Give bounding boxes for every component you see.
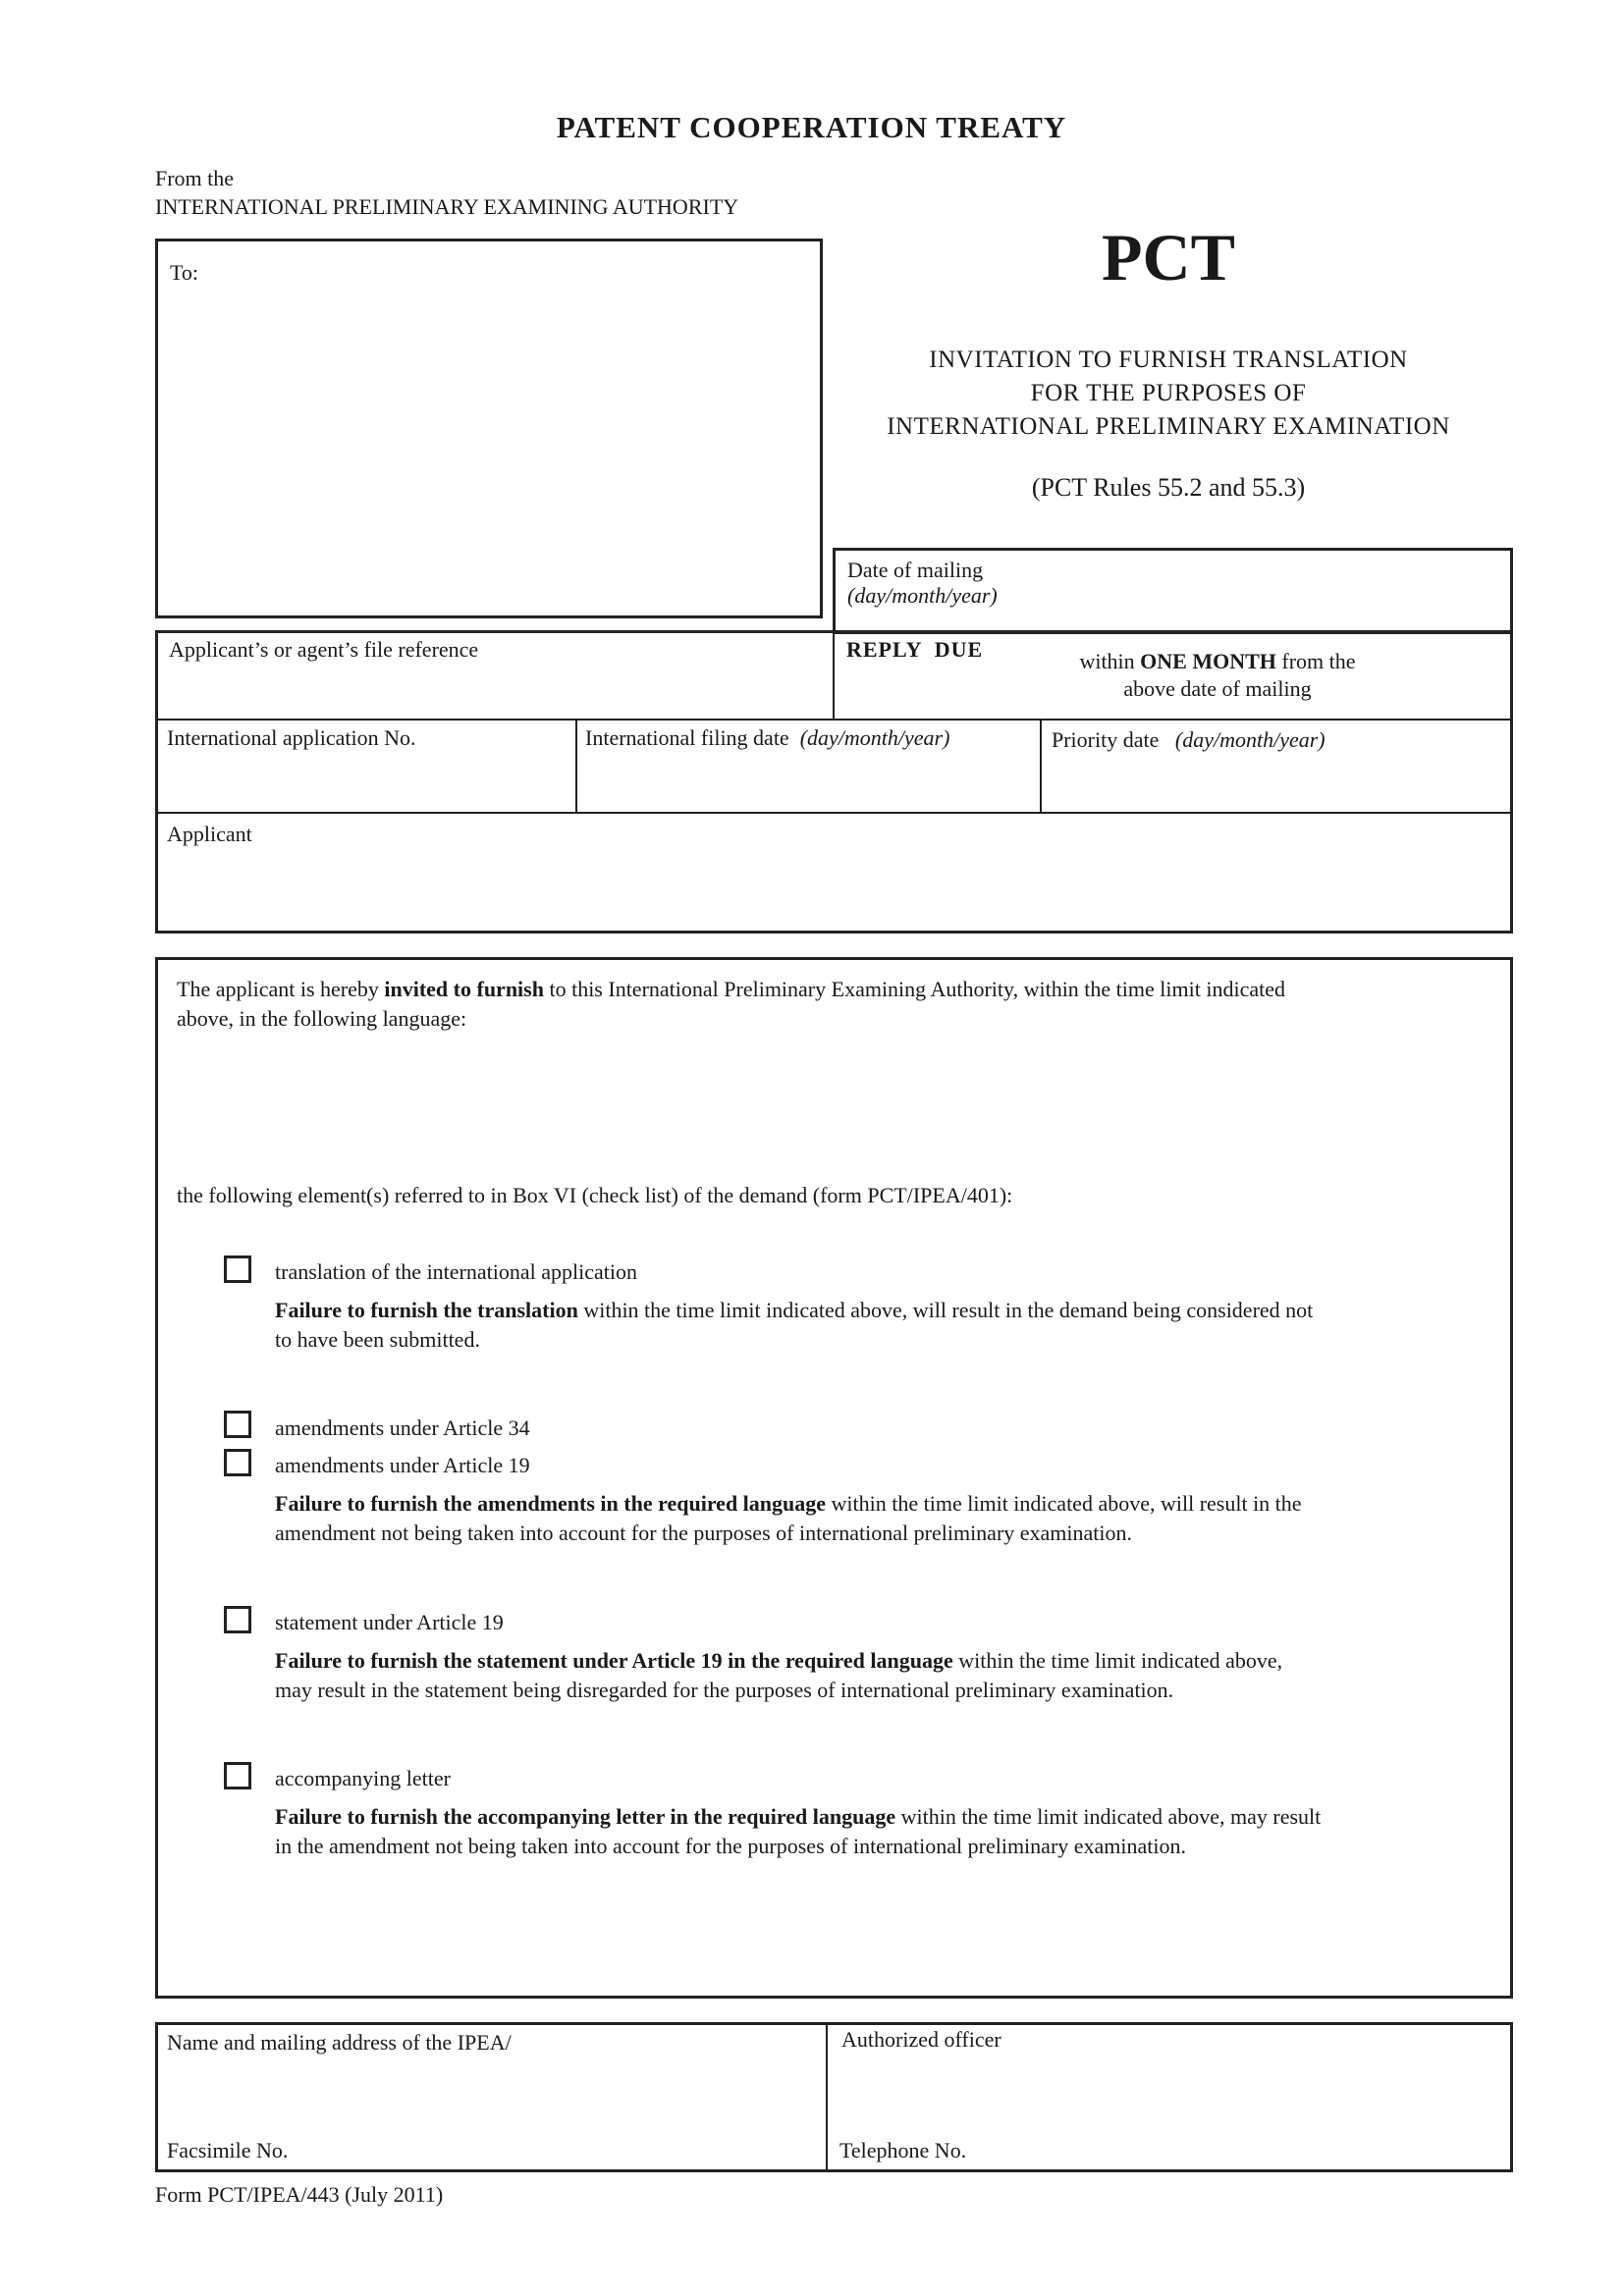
applicant-field[interactable]: Applicant — [167, 822, 252, 846]
item-translation-label: translation of the international application — [275, 1259, 637, 1284]
reply-due-period: ONE MONTH — [1140, 649, 1276, 673]
translation-warning-rest: within the time limit indicated above, will result in the demand being considered not — [583, 1298, 1314, 1322]
amendments-warning-bold: Failure to furnish the amendments in the required language — [275, 1491, 827, 1516]
intro-post: to this International Preliminary Examining Authority, within the time limit indicated — [549, 977, 1285, 1001]
filing-date-label: International filing date — [585, 725, 789, 750]
filing-date-format: (day/month/year) — [799, 725, 950, 750]
form-title-line-2: FOR THE PURPOSES OF — [1030, 380, 1307, 406]
letter-warning-bold: Failure to furnish the accompanying letter in the required language — [275, 1804, 896, 1829]
divider-row-1 — [155, 719, 1513, 721]
from-line-2: INTERNATIONAL PRELIMINARY EXAMINING AUTHORITY — [155, 194, 739, 219]
letter-warning-line-2: in the amendment not being taken into account for the purposes of international preliminary examination. — [275, 1834, 1187, 1858]
item-statement-warning — [275, 1646, 1502, 1705]
priority-date-format: (day/month/year) — [1174, 727, 1325, 752]
statement-warning-rest: within the time limit indicated above, — [958, 1648, 1283, 1673]
addressee-box[interactable] — [155, 239, 823, 618]
pct-logo: PCT — [1102, 220, 1235, 294]
facsimile-field[interactable]: Facsimile No. — [167, 2138, 289, 2163]
file-reference-field[interactable]: Applicant’s or agent’s file reference — [169, 637, 479, 662]
reply-due-text — [1021, 648, 1414, 703]
footer-divider — [826, 2022, 828, 2172]
checkbox-amendments-art34[interactable] — [224, 1411, 251, 1438]
divider-appno-filing — [575, 719, 577, 812]
divider-filing-priority — [1040, 719, 1042, 812]
item-letter-label: accompanying letter — [275, 1766, 451, 1790]
form-title — [835, 344, 1502, 444]
checkbox-statement-art19[interactable] — [224, 1606, 251, 1633]
intl-filing-date-field[interactable] — [585, 724, 949, 752]
telephone-field[interactable]: Telephone No. — [839, 2138, 967, 2163]
from-line-1: From the — [155, 166, 235, 190]
item-amendments-art34-label: amendments under Article 34 — [275, 1415, 530, 1440]
amendments-warning-rest: within the time limit indicated above, will result in the — [831, 1491, 1302, 1516]
priority-date-field[interactable] — [1052, 726, 1325, 754]
pct-rules: (PCT Rules 55.2 and 55.3) — [1031, 473, 1306, 502]
checkbox-accompanying-letter[interactable] — [224, 1762, 251, 1789]
divider-row-2 — [155, 812, 1513, 814]
invitation-intro — [177, 975, 1492, 1034]
intro-pre: The applicant is hereby — [177, 977, 379, 1001]
item-letter-warning — [275, 1802, 1502, 1861]
checkbox-amendments-art19[interactable] — [224, 1449, 251, 1476]
form-title-line-3: INTERNATIONAL PRELIMINARY EXAMINATION — [887, 413, 1450, 440]
checkbox-translation[interactable] — [224, 1255, 251, 1283]
intro-line-2: above, in the following language: — [177, 1006, 467, 1031]
form-title-line-1: INVITATION TO FURNISH TRANSLATION — [929, 347, 1408, 373]
translation-warning-bold: Failure to furnish the translation — [275, 1298, 578, 1322]
date-of-mailing-box[interactable] — [833, 548, 1513, 634]
item-statement-label: statement under Article 19 — [275, 1610, 504, 1634]
elements-line: the following element(s) referred to in Box VI (check list) of the demand (form PCT/IPEA/401): — [177, 1183, 1013, 1207]
reply-due-line-2: above date of mailing — [1123, 676, 1312, 701]
amendments-warning-line-2: amendment not being taken into account for the purposes of international preliminary examination. — [275, 1521, 1133, 1545]
reply-due-pre: within — [1079, 649, 1135, 673]
authorized-officer-field[interactable]: Authorized officer — [841, 2027, 1001, 2052]
divider-fileref-reply — [833, 630, 835, 719]
ipea-address-field[interactable]: Name and mailing address of the IPEA/ — [167, 2030, 512, 2055]
item-amendments-art19-label: amendments under Article 19 — [275, 1453, 530, 1477]
statement-warning-line-2: may result in the statement being disregarded for the purposes of international preliminary examination. — [275, 1678, 1174, 1702]
letter-warning-rest: within the time limit indicated above, may result — [900, 1804, 1322, 1829]
statement-warning-bold: Failure to furnish the statement under Article 19 in the required language — [275, 1648, 953, 1673]
intro-bold: invited to furnish — [384, 977, 544, 1001]
intl-application-no-field[interactable]: International application No. — [167, 725, 416, 750]
treaty-title: PATENT COOPERATION TREATY — [556, 110, 1067, 144]
date-of-mailing-label: Date of mailing — [847, 558, 984, 582]
item-translation-warning — [275, 1296, 1502, 1355]
form-identifier: Form PCT/IPEA/443 (July 2011) — [155, 2182, 444, 2207]
date-of-mailing-format: (day/month/year) — [847, 583, 998, 608]
to-label: To: — [170, 260, 199, 285]
priority-date-label: Priority date — [1052, 727, 1160, 752]
reply-due-label: REPLY DUE — [846, 637, 984, 662]
item-amendments-warning — [275, 1489, 1502, 1548]
reply-due-post: from the — [1281, 649, 1356, 673]
translation-warning-line-2: to have been submitted. — [275, 1327, 480, 1352]
